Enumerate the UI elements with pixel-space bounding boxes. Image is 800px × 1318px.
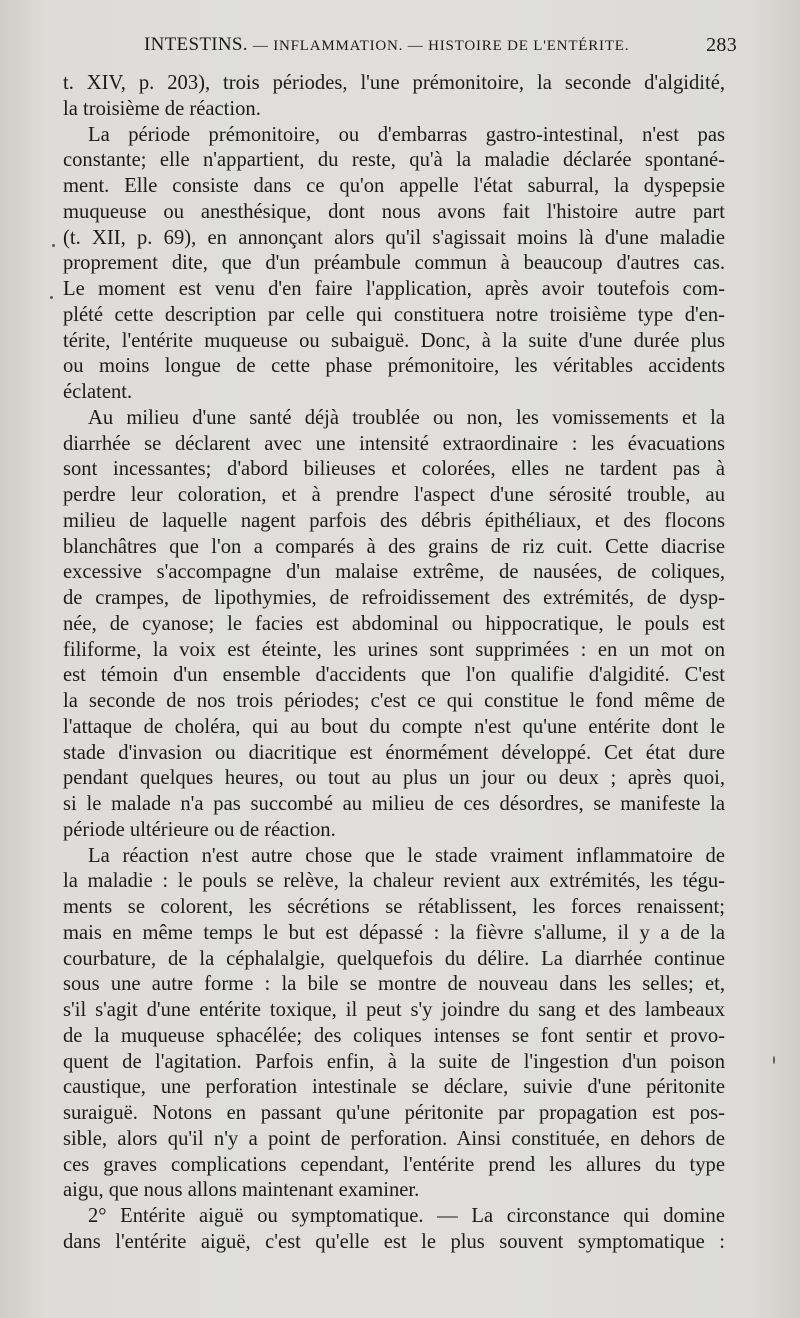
text-line: caustique, une perforation intestinale se déclare, suivie d'une péritonite	[63, 1076, 725, 1099]
text-line: mais en même temps le but est dépassé : la fièvre s'allume, il y a de la	[63, 921, 725, 944]
text-line: ment. Elle consiste dans ce qu'on appelle l'état saburral, la dyspepsie	[63, 175, 725, 197]
text-line: (t. XII, p. 69), en annonçant alors qu'il s'agissait moins là d'une maladie	[63, 226, 725, 249]
text-line: ces graves complications cependant, l'entérite prend les allures du type	[63, 1153, 725, 1176]
running-title-rest: — INFLAMMATION. — HISTOIRE DE L'ENTÉRITE.	[252, 38, 630, 54]
text-line: dans l'entérite aiguë, c'est qu'elle est le plus souvent symptomatique :	[63, 1230, 725, 1253]
text-line: si le malade n'a pas succombé au milieu de ces désordres, se manifeste la	[63, 793, 725, 815]
text-line: sible, alors qu'il n'y a point de perforation. Ainsi constituée, en dehors de	[63, 1127, 725, 1150]
text-line: quent de l'agitation. Parfois enfin, à la suite de l'ingestion d'un poison	[63, 1050, 725, 1073]
running-title	[144, 34, 629, 56]
text-line: milieu de laquelle nagent parfois des débris épithéliaux, et des flocons	[63, 509, 725, 532]
text-line: muqueuse ou anesthésique, dont nous avons fait l'histoire autre part	[63, 200, 725, 223]
text-line: térite, l'entérite muqueuse ou subaiguë. Donc, à la suite d'une durée plus	[63, 329, 725, 352]
text-line: s'il s'agit d'une entérite toxique, il peut s'y joindre du sang et des lambeaux	[63, 999, 725, 1021]
text-line: est témoin d'un ensemble d'accidents que l'on qualifie d'algidité. C'est	[63, 664, 725, 687]
text-line: aigu, que nous allons maintenant examiner.	[63, 1179, 420, 1202]
ink-speck	[773, 1056, 775, 1064]
text-line: stade d'invasion ou diacritique est énormément développé. Cet état dure	[63, 741, 725, 764]
text-line: ou moins longue de cette phase prémonitoire, les véritables accidents	[63, 355, 725, 378]
text-line: t. XIV, p. 203), trois périodes, l'une prémonitoire, la seconde d'algidité,	[63, 72, 725, 94]
text-line: de crampes, de lipothymies, de refroidissement des extrémités, de dysp-	[63, 587, 725, 609]
text-line: l'attaque de choléra, qui au bout du compte n'est qu'une entérite dont le	[63, 715, 725, 738]
text-line: période ultérieure ou de réaction.	[63, 818, 336, 841]
body-text	[63, 71, 725, 1256]
running-title-main: INTESTINS.	[144, 34, 248, 55]
text-line: sous une autre forme : la bile se montre de nouveau dans les selles; et,	[63, 973, 725, 996]
text-line: diarrhée se déclarent avec une intensité extraordinaire : les évacuations	[63, 432, 725, 455]
text-line: pendant quelques heures, ou tout au plus un jour ou deux ; après quoi,	[63, 767, 725, 790]
running-header	[62, 34, 737, 64]
text-line: de la muqueuse sphacélée; des coliques intenses se font sentir et provo-	[63, 1024, 725, 1047]
text-line: La réaction n'est autre chose que le stade vraiment inflammatoire de	[88, 844, 725, 867]
text-line: Le moment est venu d'en faire l'application, après avoir toutefois com-	[63, 278, 725, 300]
text-line: née, de cyanose; le facies est abdominal ou hippocratique, le pouls est	[63, 612, 725, 635]
ink-speck	[52, 244, 55, 247]
text-line: Au milieu d'une santé déjà troublée ou non, les vomissements et la	[88, 406, 725, 429]
text-line: suraiguë. Notons en passant qu'une péritonite par propagation est pos-	[63, 1102, 725, 1124]
text-line: la troisième de réaction.	[63, 97, 261, 120]
text-line: excessive s'accompagne d'un malaise extrême, de nausées, de coliques,	[63, 561, 725, 584]
text-line: La période prémonitoire, ou d'embarras gastro-intestinal, n'est pas	[88, 123, 725, 146]
text-line: perdre leur coloration, et à prendre l'aspect d'une sérosité trouble, au	[63, 484, 725, 506]
text-line: la maladie : le pouls se relève, la chaleur revient aux extrémités, les tégu-	[63, 870, 725, 893]
text-line: filiforme, la voix est éteinte, les urines sont supprimées : en un mot on	[63, 638, 725, 661]
text-line: la seconde de nos trois périodes; c'est ce qui constitue le fond même de	[63, 690, 725, 712]
ink-speck	[50, 296, 53, 299]
text-line: éclatent.	[63, 381, 133, 403]
text-line: sont incessantes; d'abord bilieuses et colorées, elles ne tardent pas à	[63, 458, 725, 481]
text-line: proprement dite, que d'un préambule commun à beaucoup d'autres cas.	[63, 252, 725, 275]
page-number: 283	[706, 34, 737, 56]
text-line: courbature, de la céphalalgie, quelquefois du délire. La diarrhée continue	[63, 947, 725, 970]
text-line: blanchâtres que l'on a comparés à des grains de riz cuit. Cette diacrise	[63, 535, 725, 558]
text-line: 2° Entérite aiguë ou symptomatique. — La circonstance qui domine	[88, 1205, 725, 1227]
text-line: ments se colorent, les sécrétions se rétablissent, les forces renaissent;	[63, 896, 725, 918]
text-line: constante; elle n'appartient, du reste, qu'à la maladie déclarée spontané-	[63, 149, 725, 172]
text-line: plété cette description par celle qui constituera notre troisième type d'en-	[63, 303, 725, 326]
